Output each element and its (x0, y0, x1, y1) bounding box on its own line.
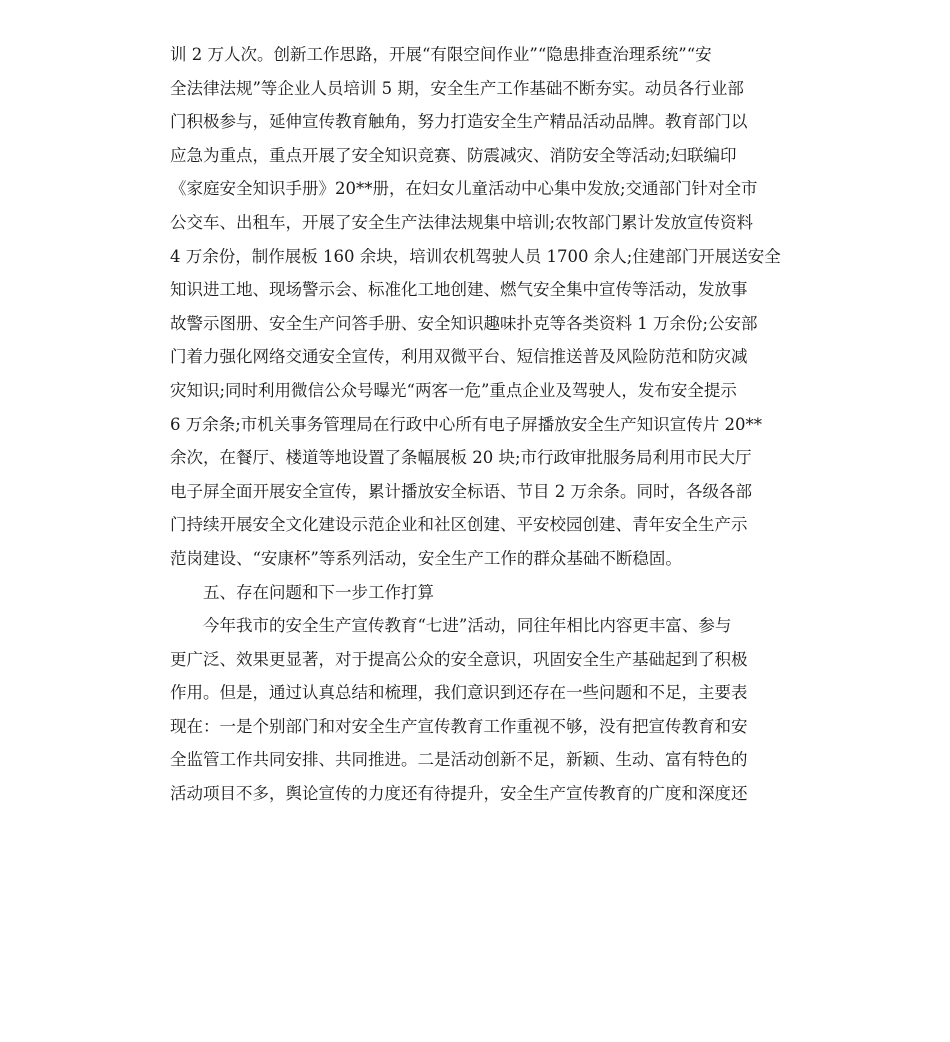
paragraph-first-line: 今年我市的安全生产宣传教育“七进”活动，同往年相比内容更丰富、参与 (203, 616, 732, 636)
text-line: 范岗建设、“安康杯”等系列活动，安全生产工作的群众基础不断稳固。 (170, 548, 682, 568)
text-line: 灾知识;同时利用微信公众号曝光“两客一危”重点企业及驾驶人，发布安全提示 (170, 380, 737, 400)
text-line: 电子屏全面开展安全宣传，累计播放安全标语、节目 2 万余条。同时，各级各部 (170, 481, 752, 501)
text-line: 门积极参与，延伸宣传教育触角，努力打造安全生产精品活动品牌。教育部门以 (170, 112, 748, 132)
text-line: 全法律法规”等企业人员培训 5 期，安全生产工作基础不断夯实。动员各行业部 (170, 78, 744, 98)
text-line: 现在：一是个别部门和对安全生产宣传教育工作重视不够，没有把宣传教育和安 (170, 716, 748, 736)
section-heading: 五、存在问题和下一步工作打算 (203, 582, 434, 602)
text-line: 作用。但是，通过认真总结和梳理，我们意识到还存在一些问题和不足，主要表 (170, 683, 748, 703)
text-line: 知识进工地、现场警示会、标准化工地创建、燃气安全集中宣传等活动，发放事 (170, 280, 748, 300)
text-line: 门着力强化网络交通安全宣传，利用双微平台、短信推送普及风险防范和防灾减 (170, 347, 748, 367)
text-line: 《家庭安全知识手册》20**册，在妇女儿童活动中心集中发放;交通部门针对全市 (170, 179, 758, 199)
text-line: 训 2 万人次。创新工作思路，开展“有限空间作业”“隐患排查治理系统”“安 (170, 45, 712, 64)
text-line: 公交车、出租车，开展了安全生产法律法规集中培训;农牧部门累计发放宣传资料 (170, 212, 754, 232)
text-line: 应急为重点，重点开展了安全知识竞赛、防震减灾、消防安全等活动;妇联编印 (170, 145, 737, 165)
text-line: 4 万余份，制作展板 160 余块，培训农机驾驶人员 1700 余人;住建部门开展送安全 (170, 246, 781, 266)
text-line: 更广泛、效果更显著，对于提高公众的安全意识，巩固安全生产基础起到了积极 (170, 649, 748, 669)
text-line: 6 万余条;市机关事务管理局在行政中心所有电子屏播放安全生产知识宣传片 20** (170, 414, 763, 434)
text-line: 全监管工作共同安排、共同推进。二是活动创新不足，新颖、生动、富有特色的 (170, 750, 748, 770)
text-line: 故警示图册、安全生产问答手册、安全知识趣味扑克等各类资料 1 万余份;公安部 (170, 313, 758, 333)
body-text (170, 38, 785, 811)
text-line: 活动项目不多，舆论宣传的力度还有待提升，安全生产宣传教育的广度和深度还 (170, 784, 748, 804)
text-line: 余次，在餐厅、楼道等地设置了条幅展板 20 块;市行政审批服务局利用市民大厅 (170, 448, 752, 468)
text-line: 门持续开展安全文化建设示范企业和社区创建、平安校园创建、青年安全生产示 (170, 515, 748, 535)
